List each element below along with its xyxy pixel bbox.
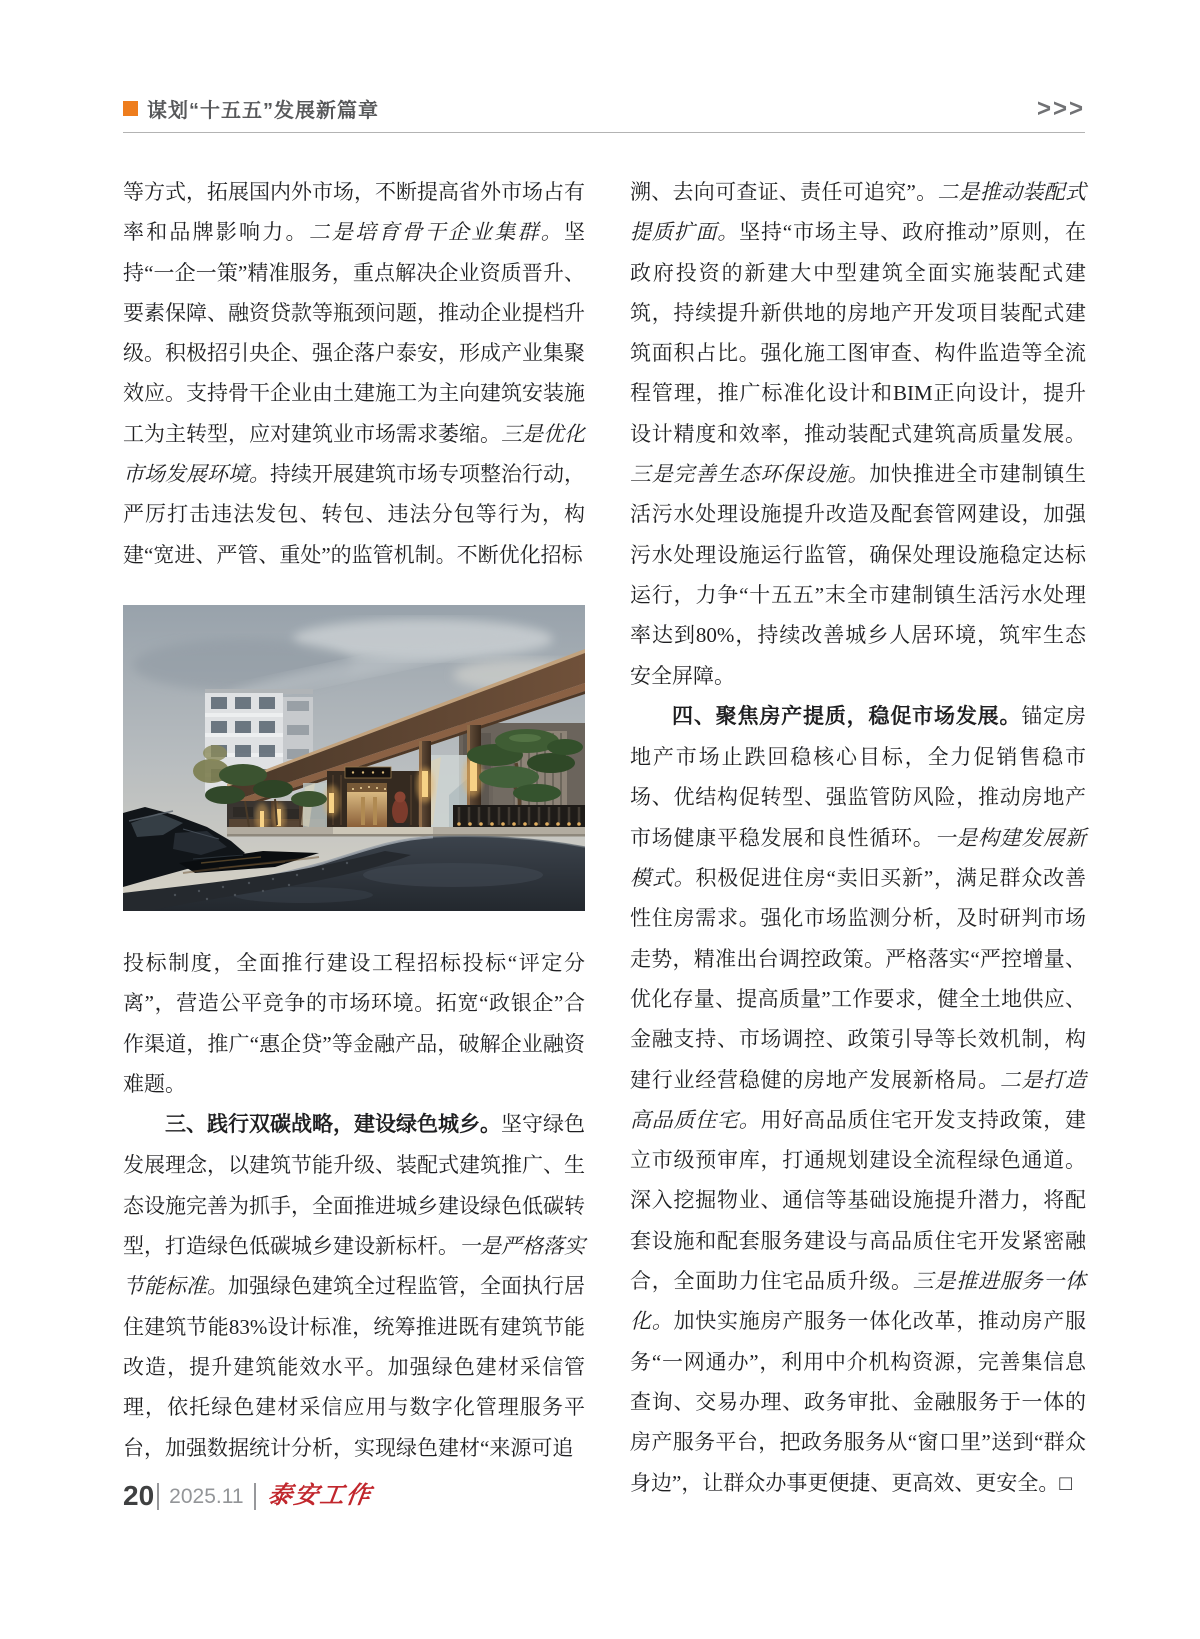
paragraph <box>630 172 1086 696</box>
text-segment: 持续开展建筑市场专项整治行动，严厉打击违法发包、转包、违法分包等行为，构建“宽进、严管、重处”的监管机制。不断优化招标 <box>123 462 585 567</box>
text-segment: 加快实施房产服务一体化改革，推动房产服务“一网通办”，利用中介机构资源，完善集信息查询、交易办理、政务审批、金融服务于一体的房产服务平台，把政务服务从“窗口里”送到“群众身边”，让群众办事更便捷、更高效、更安全。 <box>630 1309 1086 1495</box>
footer-divider <box>254 1483 256 1510</box>
text-segment: 四、聚焦房产提质，稳促市场发展。 <box>672 704 1022 728</box>
paragraph <box>123 172 585 575</box>
text-segment: 加快推进全市建制镇生活污水处理设施提升改造及配套管网建设，加强污水处理设施运行监管，确保处理设施稳定达标运行，力争“十五五”末全市建制镇生活污水处理率达到80%，持续改善城乡人居环境，筑牢生态安全屏障。 <box>630 462 1086 688</box>
footer-divider <box>157 1483 159 1510</box>
paragraph <box>123 943 585 1104</box>
text-segment: 三、践行双碳战略，建设绿色城乡。 <box>165 1113 501 1137</box>
chevrons-icon: >>> <box>1036 93 1085 123</box>
page-footer <box>123 1482 372 1510</box>
section-title-label: 谋划“十五五”发展新篇章 <box>147 100 379 122</box>
text-segment: 坚持“市场主导、政府推动”原则，在政府投资的新建大中型建筑全面实施装配式建筑，持续提升新供地的房地产开发项目装配式建筑面积占比。强化施工图审查、构件监造等全流程管理，推广标准化设计和BIM正向设计，提升设计精度和效率，推动装配式建筑高质量发展。 <box>630 220 1087 446</box>
text-segment: 三是优化市场发展环境。 <box>123 421 585 487</box>
text-segment: 加强绿色建筑全过程监管，全面执行居住建筑节能83%设计标准，统筹推进既有建筑节能改造，提升建筑能效水平。加强绿色建材采信管理，依托绿色建材采信应用与数字化管理服务平台，加强数据统计分析，实现绿色建材“来源可追 <box>123 1274 585 1460</box>
page-header <box>123 94 1085 133</box>
text-segment: 二是培育骨干企业集群。 <box>308 220 565 245</box>
text-segment: 溯、去向可查证、责任可追究”。 <box>630 180 938 204</box>
text-segment: 用好高品质住宅开发支持政策，建立市级预审库，打通规划建设全流程绿色通道。深入挖掘物业、通信等基础设施提升潜力，将配套设施和配套服务建设与高品质住宅开发紧密融合，全面助力住宅品质升级。 <box>630 1107 1086 1294</box>
text-segment: □ <box>1059 1470 1073 1495</box>
right-text <box>630 172 1086 1503</box>
paragraph <box>123 1104 585 1468</box>
entrance-photo <box>123 605 585 911</box>
issue-date: 2025.11 <box>169 1484 244 1508</box>
text-segment: 坚持“一企一策”精准服务，重点解决企业资质晋升、要素保障、融资贷款等瓶颈问题，推动企业提档升级。积极招引央企、强企落户泰安，形成产业集聚效应。支持骨干企业由土建施工为主向建筑安装施工为主转型，应对建筑业市场需求萎缩。 <box>123 220 586 446</box>
text-segment: 等方式，拓展国内外市场，不断提高省外市场占有率和品牌影响力。 <box>123 180 585 245</box>
page-number: 20 <box>123 1480 155 1511</box>
left-column <box>123 172 585 1468</box>
header-row <box>123 94 1085 133</box>
paragraph <box>630 696 1086 1503</box>
text-segment: 积极促进住房“卖旧买新”，满足群众改善性住房需求。强化市场监测分析，及时研判市场走势，精准出台调控政策。严格落实“严控增量、优化存量、提高质量”工作要求，健全土地供应、金融支持、市场调控、政策引导等长效机制，构建行业经营稳健的房地产发展新格局。 <box>630 866 1087 1092</box>
left-text-bottom <box>123 943 585 1468</box>
right-column <box>630 172 1086 1503</box>
text-segment: 三是完善生态环保设施。 <box>630 462 870 487</box>
text-segment: 一是严格落实节能标准。 <box>123 1234 585 1299</box>
text-segment: 坚守绿色发展理念，以建筑节能升级、装配式建筑推广、生态设施完善为抓手，全面推进城乡建设绿色低碳转型，打造绿色低碳城乡建设新标杆。 <box>123 1112 585 1259</box>
text-segment: 二是推动装配式提质扩面。 <box>630 180 1086 245</box>
text-segment: 一是构建发展新模式。 <box>630 825 1086 891</box>
text-segment: 锚定房地产市场止跌回稳核心目标，全力促销售稳市场、优结构促转型、强监管防风险，推动房地产市场健康平稳发展和良性循环。 <box>630 703 1087 850</box>
text-segment: 三是推进服务一体化。 <box>630 1269 1086 1334</box>
text-segment: 二是打造高品质住宅。 <box>630 1067 1086 1132</box>
section-title <box>123 94 379 123</box>
left-text-top <box>123 172 585 575</box>
section-marker-icon <box>123 101 138 116</box>
entrance-photo-graphic <box>123 605 585 911</box>
text-segment: 投标制度，全面推行建设工程招标投标“评定分离”，营造公平竞争的市场环境。拓宽“政银企”合作渠道，推广“惠企贷”等金融产品，破解企业融资难题。 <box>123 950 585 1096</box>
magazine-logo: 泰安工作 <box>265 1483 374 1509</box>
